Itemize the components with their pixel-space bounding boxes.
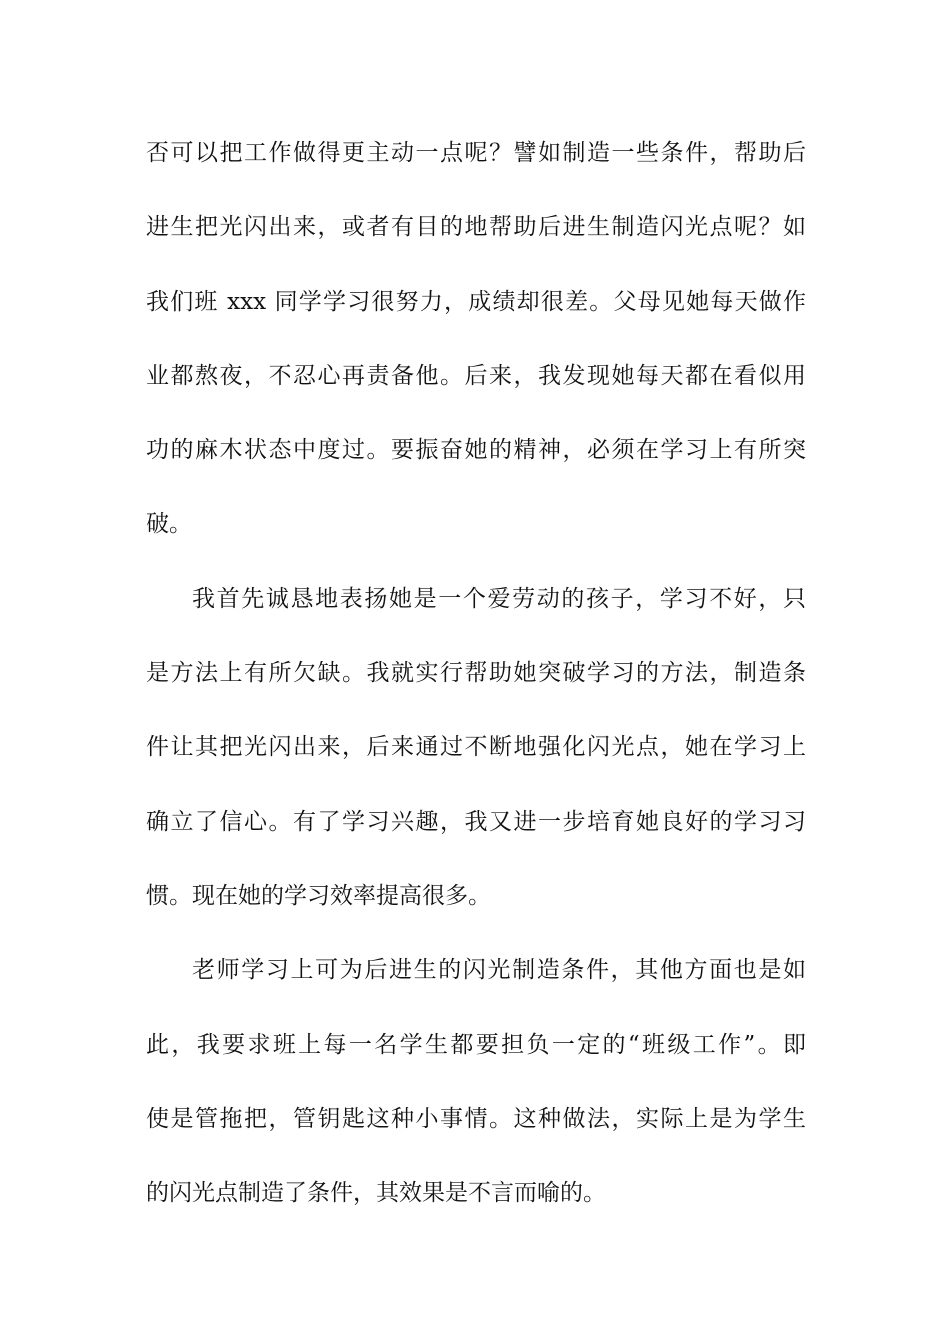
text-line: 的闪光点制造了条件，其效果是不言而喻的。	[146, 1180, 606, 1207]
text-line: 惯。现在她的学习效率提高很多。	[146, 882, 491, 909]
text-line: 进生把光闪出来，或者有目的地帮助后进生制造闪光点呢？如	[146, 214, 806, 241]
text-line: 老师学习上可为后进生的闪光制造条件，其他方面也是如	[192, 957, 806, 984]
text-line: 我首先诚恳地表扬她是一个爱劳动的孩子，学习不好，只	[192, 585, 806, 612]
text-line: 业都熬夜，不忍心再责备他。后来，我发现她每天都在看似用	[146, 362, 806, 389]
text-line: 我们班 xxx 同学学习很努力，成绩却很差。父母见她每天做作	[146, 288, 806, 315]
text-line: 件让其把光闪出来，后来通过不断地强化闪光点，她在学习上	[146, 734, 806, 761]
text-line: 破。	[146, 511, 192, 538]
text-line: 是方法上有所欠缺。我就实行帮助她突破学习的方法，制造条	[146, 660, 806, 687]
document-body	[146, 130, 806, 1244]
text-line: 确立了信心。有了学习兴趣，我又进一步培育她良好的学习习	[146, 808, 806, 835]
text-line: 使是管拖把，管钥匙这种小事情。这种做法，实际上是为学生	[146, 1105, 806, 1132]
text-line: 功的麻木状态中度过。要振奋她的精神，必须在学习上有所突	[146, 437, 806, 464]
text-line: 否可以把工作做得更主动一点呢？譬如制造一些条件，帮助后	[146, 140, 806, 166]
text-line: 此，我要求班上每一名学生都要担负一定的“班级工作”。即	[146, 1031, 806, 1058]
